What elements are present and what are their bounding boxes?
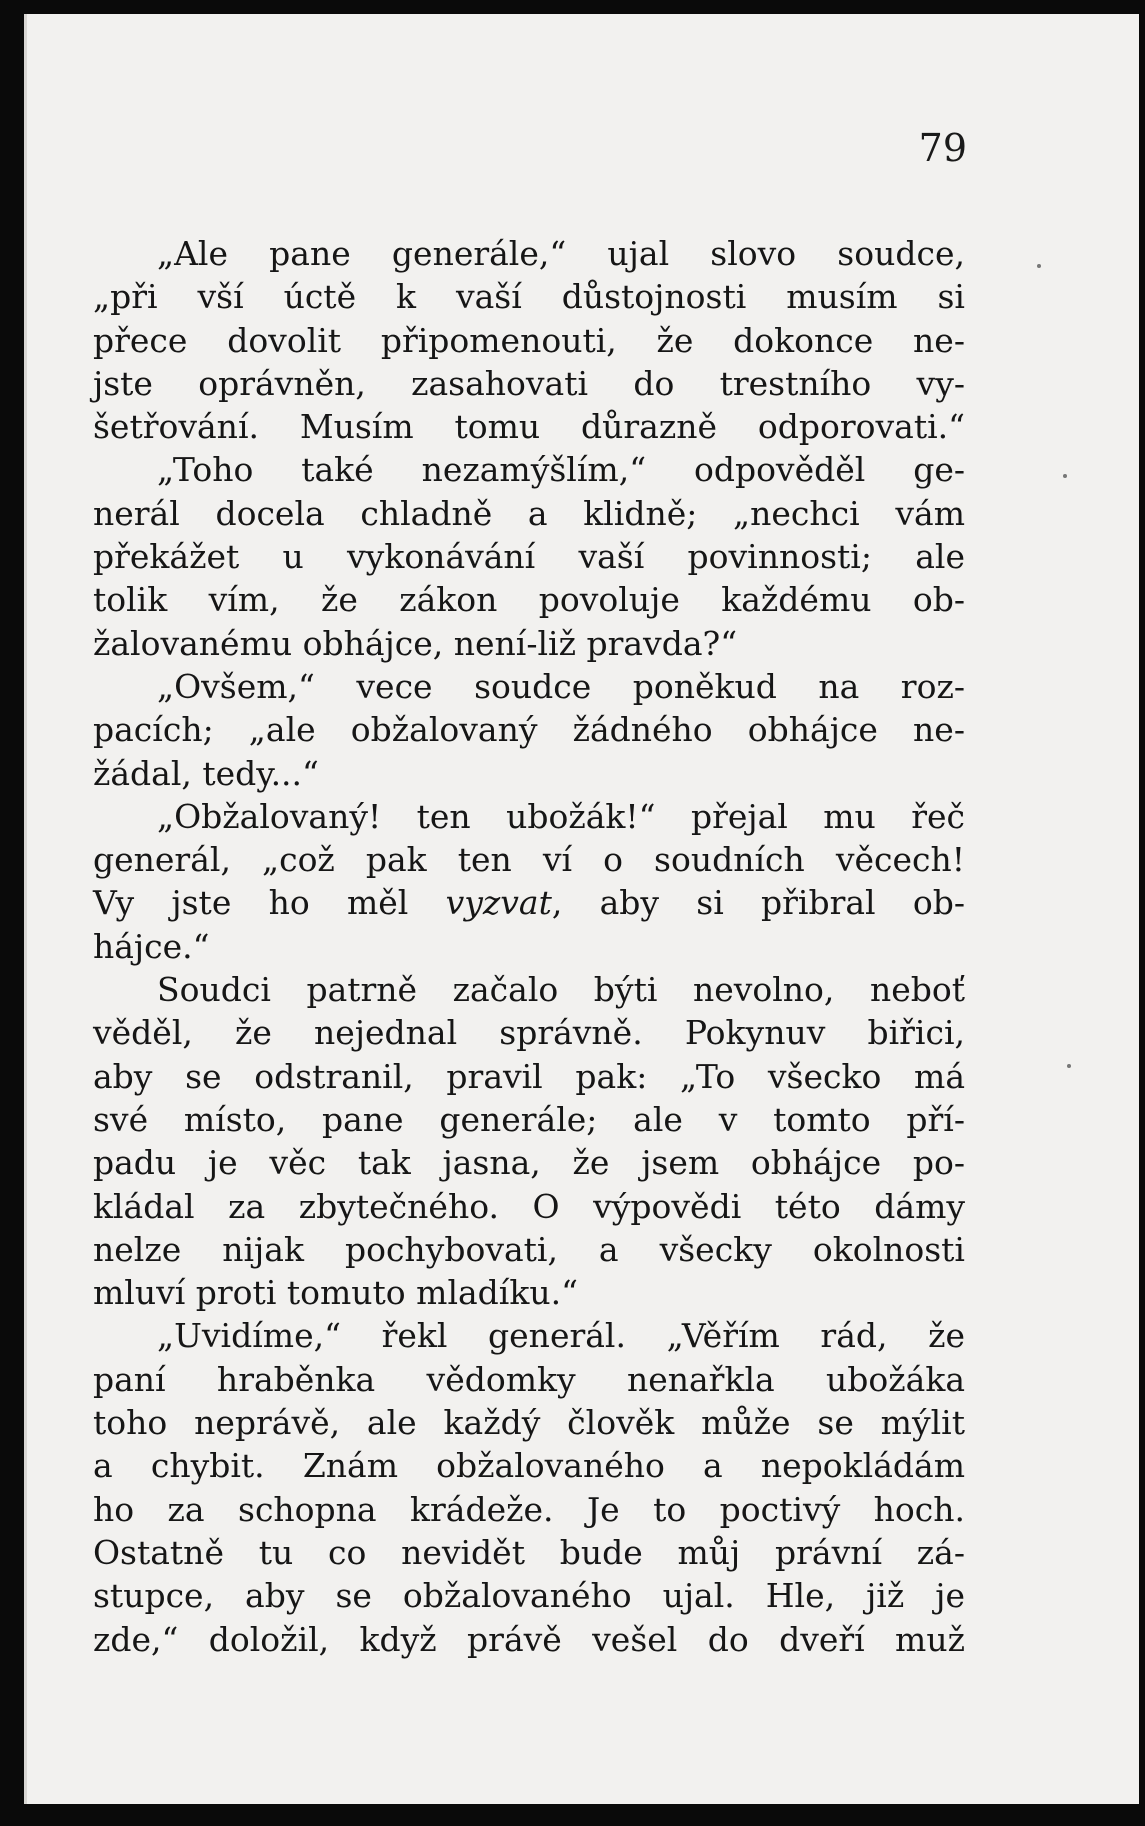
text-line: ho za schopna krádeže. Je to poctivý hoch. bbox=[93, 1489, 965, 1529]
text-line: stupce, aby se obžalovaného ujal. Hle, již je bbox=[93, 1576, 965, 1616]
text-line: Ostatně tu co nevidět bude můj právní zá- bbox=[93, 1532, 965, 1572]
text-line: překážet u vykonávání vaší povinnosti; ale bbox=[93, 537, 965, 577]
text-line: nelze nijak pochybovati, a všecky okolnosti bbox=[93, 1229, 965, 1269]
text-line-with-italic bbox=[93, 881, 965, 924]
text-line: jste oprávněn, zasahovati do trestního vy- bbox=[93, 363, 965, 403]
page-number: 79 bbox=[918, 126, 967, 170]
text-line: „při vší úctě k vaší důstojnosti musím si bbox=[93, 277, 965, 317]
text-line: paní hraběnka vědomky nenařkla ubožáka bbox=[93, 1359, 965, 1399]
text-line: žalovanému obhájce, není-liž pravda?“ bbox=[93, 623, 738, 663]
paper-speck bbox=[1037, 264, 1041, 268]
text-line: generál, „což pak ten ví o soudních věcech! bbox=[93, 840, 965, 880]
book-page bbox=[24, 14, 1139, 1804]
paper-speck bbox=[1063, 474, 1067, 478]
text-line: kládal za zbytečného. O výpovědi této dámy bbox=[93, 1186, 965, 1226]
text-segment: , aby si přibral ob- bbox=[551, 883, 965, 923]
text-line: nerál docela chladně a klidně; „nechci vám bbox=[93, 493, 965, 533]
body-text bbox=[93, 232, 965, 1661]
text-line: své místo, pane generále; ale v tomto pří- bbox=[93, 1099, 965, 1139]
text-line: pacích; „ale obžalovaný žádného obhájce ne- bbox=[93, 710, 965, 750]
text-line: padu je věc tak jasna, že jsem obhájce po- bbox=[93, 1143, 965, 1183]
text-line: „Obžalovaný! ten ubožák!“ přejal mu řeč bbox=[157, 796, 965, 836]
italic-word: vyzvat bbox=[445, 883, 552, 923]
text-line: „Ovšem,“ vece soudce poněkud na roz- bbox=[157, 666, 965, 706]
text-line: „Toho také nezamýšlím,“ odpověděl ge- bbox=[157, 450, 965, 490]
text-line: žádal, tedy...“ bbox=[93, 753, 319, 793]
text-line: „Ale pane generále,“ ujal slovo soudce, bbox=[157, 234, 965, 273]
text-line: „Uvidíme,“ řekl generál. „Věřím rád, že bbox=[157, 1316, 965, 1356]
text-segment: Vy jste ho měl bbox=[93, 883, 446, 923]
text-line: tolik vím, že zákon povoluje každému ob- bbox=[93, 580, 965, 620]
text-line: přece dovolit připomenouti, že dokonce ne- bbox=[93, 320, 965, 360]
text-line: mluví proti tomuto mladíku.“ bbox=[93, 1273, 578, 1313]
text-line: toho neprávě, ale každý člověk může se mýlit bbox=[93, 1403, 965, 1443]
text-line: věděl, že nejednal správně. Pokynuv biřici, bbox=[93, 1013, 965, 1053]
text-line: Soudci patrně začalo býti nevolno, neboť bbox=[157, 970, 965, 1010]
text-line: aby se odstranil, pravil pak: „To všecko má bbox=[93, 1056, 965, 1096]
paper-speck bbox=[1067, 1064, 1071, 1068]
text-line: šetřování. Musím tomu důrazně odporovati.“ bbox=[93, 407, 965, 447]
text-line: zde,“ doložil, když právě vešel do dveří muž bbox=[93, 1619, 965, 1659]
text-line: hájce.“ bbox=[93, 926, 210, 966]
text-line: a chybit. Znám obžalovaného a nepokládám bbox=[93, 1446, 965, 1486]
